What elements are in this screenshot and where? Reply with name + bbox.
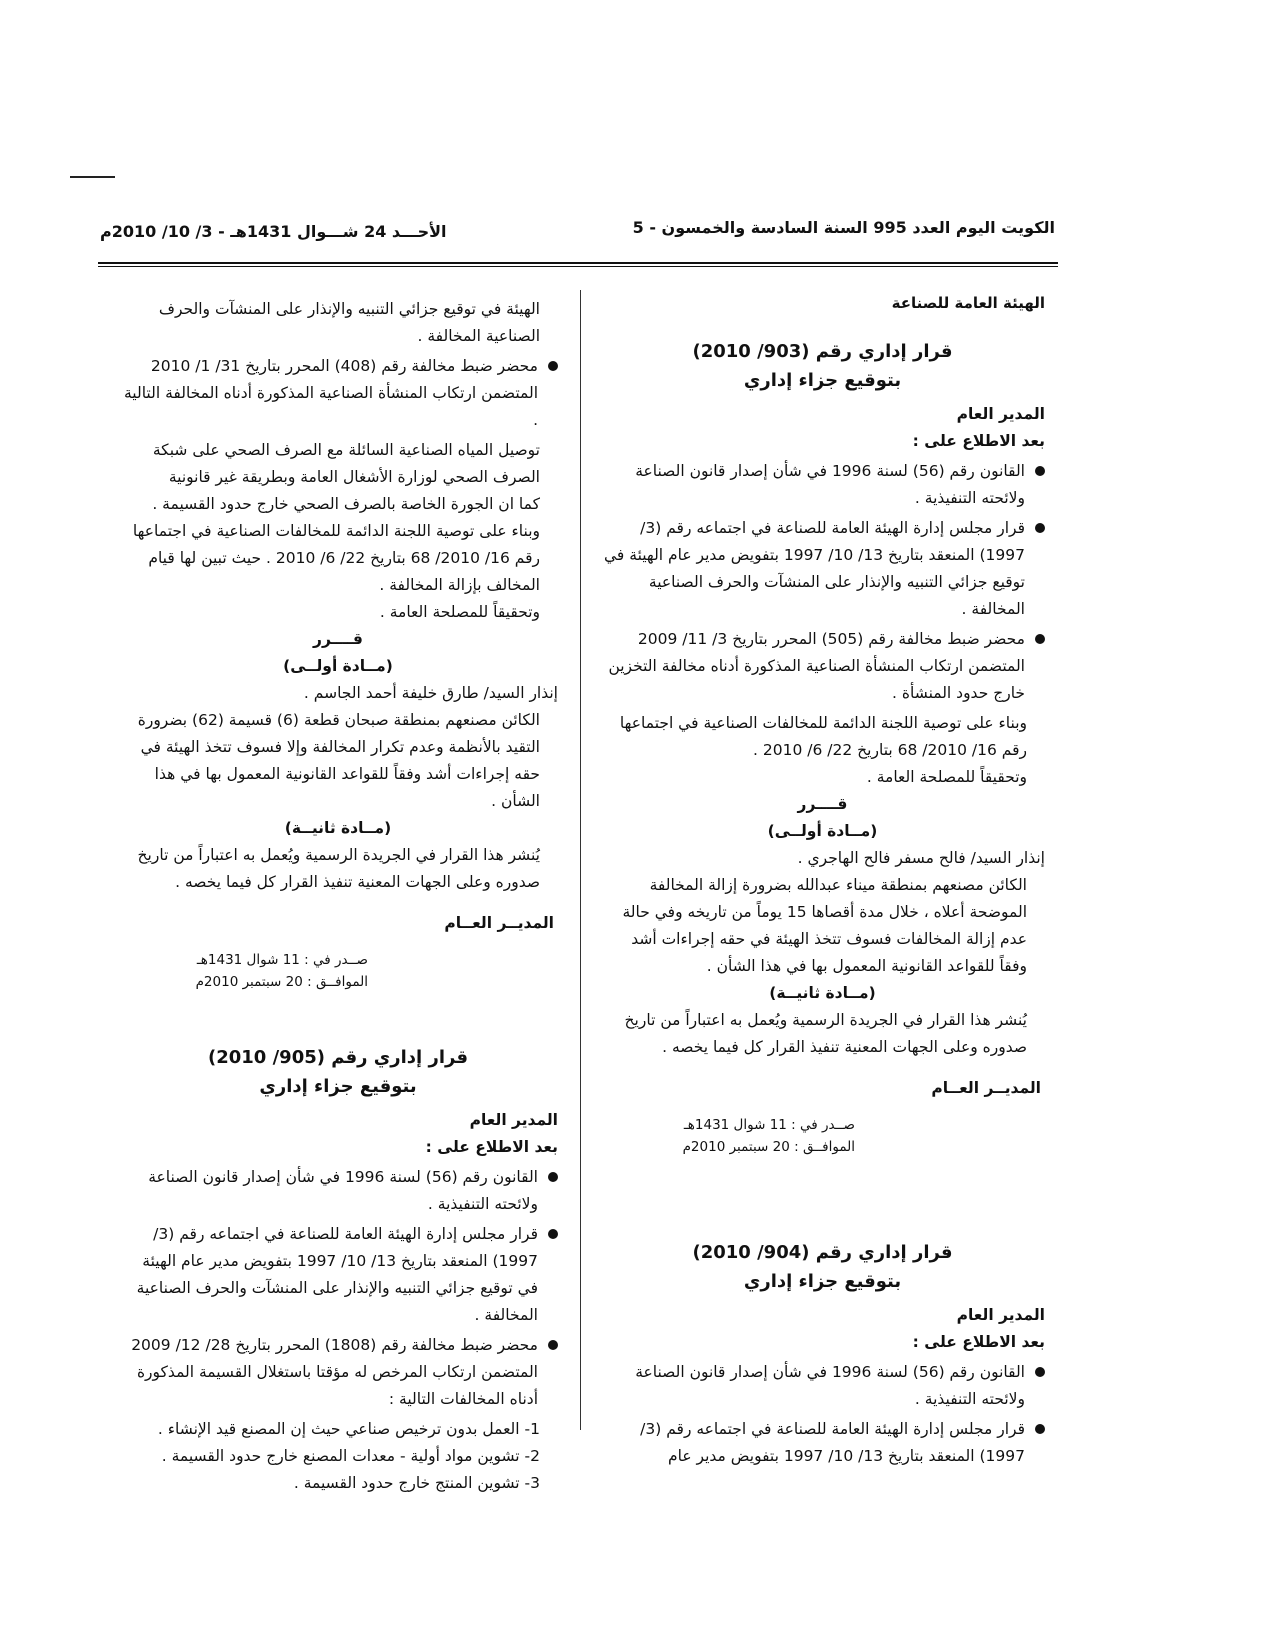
bullet-text: محضر ضبط مخالفة رقم (1808) المحرر بتاريخ 28/ 12/ 2009 المتضمن ارتكاب المرخص له مؤقتا باستغلال القسيمة المذكورة أدناه المخالفات التالية :	[131, 1336, 538, 1408]
public-interest-paragraph: وتحقيقاً للمصلحة العامة .	[379, 603, 540, 621]
article-two-heading: (مــادة ثانيــة)	[769, 984, 876, 1002]
list-item	[118, 1164, 558, 1218]
after-review-label: بعد الاطلاع على :	[912, 1333, 1045, 1351]
after-review-label: بعد الاطلاع على :	[425, 1138, 558, 1156]
decision-subtitle: بتوقيع جزاء إداري	[743, 1271, 902, 1292]
after-review-label: بعد الاطلاع على :	[912, 432, 1045, 450]
corresponding-date: الموافــق : 20 سبتمبر 2010م	[682, 1139, 855, 1155]
decision-subtitle: بتوقيع جزاء إداري	[259, 1076, 417, 1097]
bullet-icon	[548, 1340, 558, 1350]
numbered-violation: 2- تشوين مواد أولية - معدات المصنع خارج حدود القسيمة .	[161, 1447, 540, 1465]
list-item	[600, 626, 1045, 707]
bullet-text: قرار مجلس إدارة الهيئة العامة للصناعة في اجتماعه رقم (3/ 1997) المنعقد بتاريخ 13/ 10/ 1997 بتفويض مدير عام الهيئة في توقيع جزائي التنبيه والإنذار على المنشآت والحرف الصناعية المخالفة .	[604, 519, 1025, 618]
article-one-heading: (مــادة أولــى)	[283, 657, 393, 675]
bullet-icon	[1035, 1367, 1045, 1377]
bullet-text: القانون رقم (56) لسنة 1996 في شأن إصدار قانون الصناعة ولائحته التنفيذية .	[148, 1168, 538, 1213]
article-two-body: يُنشر هذا القرار في الجريدة الرسمية ويُعمل به اعتباراً من تاريخ صدوره وعلى الجهات المعنية تنفيذ القرار كل فيما يخصه .	[137, 846, 540, 891]
header-rule	[98, 262, 1058, 264]
director-label: المدير العام	[469, 1111, 558, 1129]
bullet-icon	[1035, 523, 1045, 533]
committee-paragraph: وبناء على توصية اللجنة الدائمة للمخالفات الصناعية في اجتماعها رقم 16/ 2010/ 68 بتاريخ 22/ 6/ 2010 . حيث تبين لها قيام المخالف بإزالة المخالفة .	[132, 522, 540, 594]
decision-903	[600, 337, 1045, 1158]
bullet-icon	[1035, 466, 1045, 476]
list-item	[600, 1359, 1045, 1413]
numbered-violation: 1- العمل بدون ترخيص صناعي حيث إن المصنع قيد الإنشاء .	[157, 1420, 540, 1438]
decision-title: قرار إداري رقم (903/ 2010)	[692, 341, 953, 362]
corresponding-date: الموافــق : 20 سبتمبر 2010م	[195, 974, 368, 990]
right-column	[600, 290, 1045, 1473]
spacer	[600, 1158, 1045, 1218]
bullet-text: محضر ضبط مخالفة رقم (408) المحرر بتاريخ 31/ 1/ 2010 المتضمن ارتكاب المنشأة الصناعية المذكورة أدناه المخالفة التالية .	[124, 357, 538, 429]
left-column	[118, 296, 558, 1497]
bullet-text: قرار مجلس إدارة الهيئة العامة للصناعة في اجتماعه رقم (3/ 1997) المنعقد بتاريخ 13/ 10/ 1997 بتفويض مدير عام	[640, 1420, 1025, 1465]
article-two-heading: (مــادة ثانيــة)	[284, 819, 392, 837]
violation-details: كما ان الجورة الخاصة بالصرف الصحي خارج حدود القسيمة .	[152, 495, 540, 513]
spacer	[118, 993, 558, 1023]
bullet-icon	[548, 361, 558, 371]
bullet-icon	[1035, 1424, 1045, 1434]
bullet-icon	[548, 1229, 558, 1239]
header-rule-thin	[98, 266, 1058, 267]
decision-subtitle: بتوقيع جزاء إداري	[743, 370, 902, 391]
decision-title: قرار إداري رقم (904/ 2010)	[692, 1242, 953, 1263]
issue-date: صــدر في : 11 شوال 1431هـ	[196, 952, 368, 968]
decision-905	[118, 1043, 558, 1497]
violation-details: توصيل المياه الصناعية السائلة مع الصرف الصحي على شبكة الصرف الصحي لوزارة الأشغال العامة وبطريقة غير قانونية	[152, 441, 540, 486]
article-two-body: يُنشر هذا القرار في الجريدة الرسمية ويُعمل به اعتباراً من تاريخ صدوره وعلى الجهات المعنية تنفيذ القرار كل فيما يخصه .	[624, 1011, 1027, 1056]
decided-heading: قــــرر	[313, 630, 363, 648]
decided-heading: قــــرر	[797, 795, 848, 813]
committee-paragraph: وبناء على توصية اللجنة الدائمة للمخالفات الصناعية في اجتماعها رقم 16/ 2010/ 68 بتاريخ 22/ 6/ 2010 .	[619, 714, 1027, 759]
gazette-date: الأحـــد 24 شـــوال 1431هـ - 3/ 10/ 2010م	[100, 222, 447, 241]
bullet-icon	[1035, 634, 1045, 644]
bullet-text: القانون رقم (56) لسنة 1996 في شأن إصدار قانون الصناعة ولائحته التنفيذية .	[635, 462, 1025, 507]
list-item	[600, 515, 1045, 623]
decision-title: قرار إداري رقم (905/ 2010)	[207, 1047, 468, 1068]
public-interest-paragraph: وتحقيقاً للمصلحة العامة .	[866, 768, 1027, 786]
page-header	[100, 218, 1055, 248]
bullet-text: القانون رقم (56) لسنة 1996 في شأن إصدار قانون الصناعة ولائحته التنفيذية .	[635, 1363, 1025, 1408]
issue-date: صــدر في : 11 شوال 1431هـ	[683, 1117, 855, 1133]
article-one-heading: (مــادة أولــى)	[767, 822, 878, 840]
article-one-body: الكائن مصنعهم بمنطقة صبحان قطعة (6) قسيمة (62) بضرورة التقيد بالأنظمة وعدم تكرار المخالفة وإلا فسوف تتخذ الهيئة في حقه إجراءات أشد وفقاً للقواعد القانونية المعمول بها في هذا الشأن .	[137, 711, 540, 810]
warning-line: إنذار السيد/ طارق خليفة أحمد الجاسم .	[303, 684, 558, 702]
signer-title: المديــر العــام	[931, 1079, 1041, 1097]
bullet-icon	[548, 1172, 558, 1182]
list-item	[118, 1221, 558, 1329]
numbered-violation: 3- تشوين المنتج خارج حدود القسيمة .	[293, 1474, 540, 1492]
gazette-issue-info: الكويت اليوم العدد 995 السنة السادسة والخمسون - 5	[632, 218, 1055, 237]
list-item	[118, 1332, 558, 1413]
org-name: الهيئة العامة للصناعة	[891, 294, 1045, 312]
column-divider	[580, 290, 581, 1430]
list-item	[600, 458, 1045, 512]
list-item	[600, 1416, 1045, 1470]
decision-904	[600, 1238, 1045, 1470]
warning-line: إنذار السيد/ فالح مسفر فالح الهاجري .	[797, 849, 1045, 867]
director-label: المدير العام	[956, 1306, 1045, 1324]
bullet-text: محضر ضبط مخالفة رقم (505) المحرر بتاريخ 3/ 11/ 2009 المتضمن ارتكاب المنشأة الصناعية المذكورة أدناه مخالفة التخزين خارج حدود المنشأة .	[608, 630, 1025, 702]
director-label: المدير العام	[956, 405, 1045, 423]
continued-text: الهيئة في توقيع جزائي التنبيه والإنذار على المنشآت والحرف الصناعية المخالفة .	[158, 300, 540, 345]
article-one-body: الكائن مصنعهم بمنطقة ميناء عبدالله بضرورة إزالة المخالفة الموضحة أعلاه ، خلال مدة أقصاها 15 يوماً من تاريخه وفي حالة عدم إزالة المخالفات فسوف تتخذ الهيئة في حقه إجراءات أشد وفقاً للقواعد القانونية المعمول بها في هذا الشأن .	[622, 876, 1027, 975]
signer-title: المديــر العــام	[444, 914, 554, 932]
scan-mark	[70, 176, 115, 178]
list-item	[118, 353, 558, 434]
bullet-text: قرار مجلس إدارة الهيئة العامة للصناعة في اجتماعه رقم (3/ 1997) المنعقد بتاريخ 13/ 10/ 1997 بتفويض مدير عام الهيئة في توقيع جزائي التنبيه والإنذار على المنشآت والحرف الصناعية المخالفة .	[136, 1225, 538, 1324]
